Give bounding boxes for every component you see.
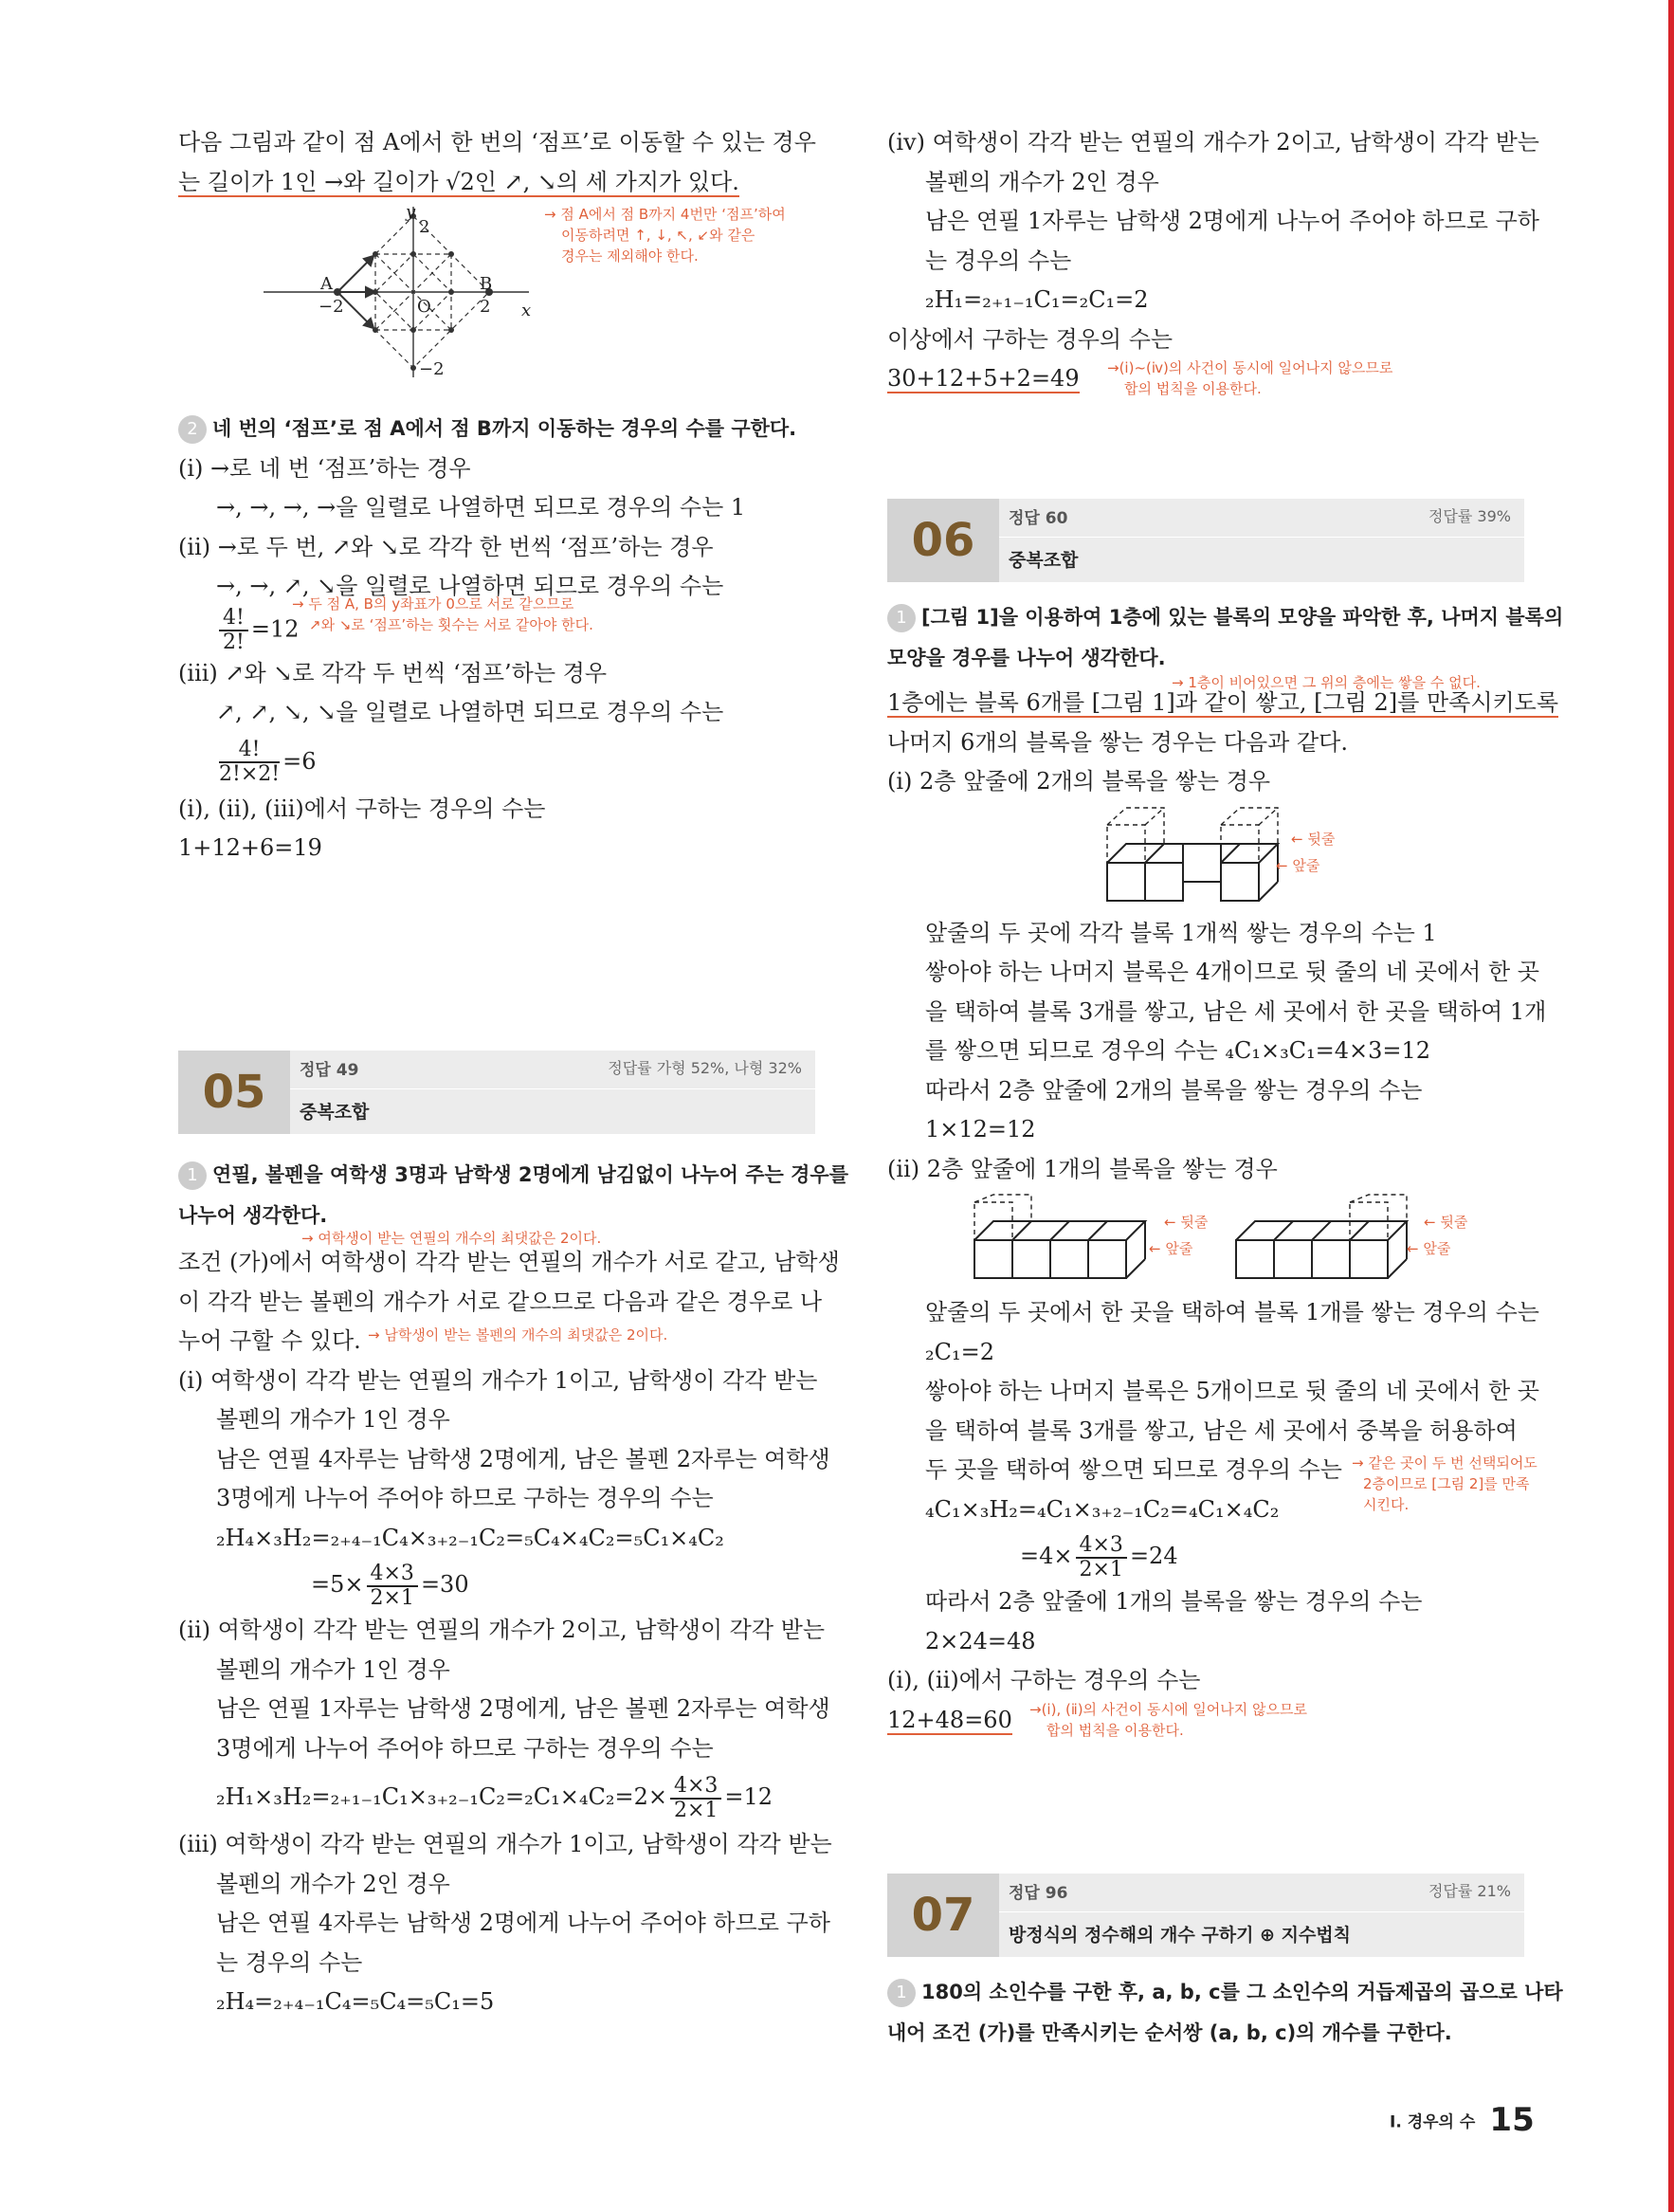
case-1-body: →, →, →, →을 일렬로 나열하면 되므로 경우의 수는 1 (216, 494, 746, 521)
label-back-row-a: ← 뒷줄 (1164, 1214, 1209, 1231)
s05-c3-title-1: (ⅲ) 여학생이 각각 받는 연필의 개수가 1이고, 남학생이 각각 받는 (178, 1831, 832, 1857)
x-axis-label: x (521, 301, 532, 320)
jump-figure (178, 202, 815, 382)
case-2-title: (ⅱ) →로 두 번, ↗와 ↘로 각각 한 번씩 ‘점프’하는 경우 (178, 533, 714, 560)
s06-c2-body-7: 2×24=48 (925, 1627, 1036, 1654)
s05-c3-formula: ₂H₄=₂₊₄₋₁C₄=₅C₄=₅C₁=5 (216, 1988, 495, 2015)
x-tick-neg2: −2 (318, 297, 344, 317)
accuracy-rate: 정답률 가형 52%, 나형 32% (608, 1059, 802, 1077)
s05-c3-body-2: 는 경우의 수는 (216, 1948, 363, 1976)
s06-c1-body-3: 을 택하여 블록 3개를 쌓고, 남은 세 곳에서 한 곳을 택하여 1개 (925, 997, 1547, 1025)
label-front-row-a: ← 앞줄 (1149, 1240, 1193, 1257)
case-2-result: $\frac{4!}{2!}$ =12 (178, 607, 300, 654)
s05-c2-body-2: 3명에게 나누어 주어야 하므로 구하는 경우의 수는 (216, 1734, 714, 1762)
s05-c1-body-1: 남은 연필 4자루는 남학생 2명에게, 남은 볼펜 2자루는 여학생 (216, 1445, 830, 1472)
s06-note-b: → 같은 곳이 두 번 선택되어도 2층이므로 [그림 2]를 만족 시킨다. (1352, 1454, 1538, 1513)
point-b-label: B (480, 274, 493, 294)
s05-c1-title-1: (ⅰ) 여학생이 각각 받는 연필의 개수가 1이고, 남학생이 각각 받는 (178, 1366, 818, 1394)
s05-step-line-2: 나누어 생각한다. (178, 1203, 328, 1227)
note-case-2: → 두 점 A, B의 y좌표가 0으로 서로 같으므로 ↗와 ↘로 ‘점프’하는 횟수는 서로 같아야 한다. (292, 594, 593, 633)
s06-step-line-2: 모양을 경우를 나누어 생각한다. (887, 646, 1166, 669)
right-column-top (887, 123, 1539, 399)
note-sum-06: →(ⅰ), (ⅱ)의 사건이 동시에 일어나지 않으므로 합의 법칙을 이용한다. (1029, 1700, 1307, 1739)
s07-step-line-2: 내어 조건 (가)를 만족시키는 순서쌍 (a, b, c)의 개수를 구한다. (887, 2020, 1452, 2044)
c4-body-2: 는 경우의 수는 (925, 247, 1072, 274)
step-2-heading: 2 네 번의 ‘점프’로 점 A에서 점 B까지 이동하는 경우의 수를 구한다. (178, 409, 815, 449)
section-number: 07 (887, 1874, 999, 1957)
case-3-body: ↗, ↗, ↘, ↘을 일렬로 나열하면 되므로 경우의 수는 (216, 699, 724, 725)
point-a-label: A (320, 274, 333, 294)
block-figure-1 (887, 802, 1524, 914)
s05-note-a: → 여학생이 받는 연필의 개수의 최댓값은 2이다. (301, 1230, 602, 1247)
s06-sum-body: 12+48=60 (887, 1706, 1012, 1733)
s06-c1-title: (ⅰ) 2층 앞줄에 2개의 블록을 쌓는 경우 (887, 768, 1271, 795)
answer: 정답 96 (1009, 1884, 1068, 1903)
s05-c3-title-2: 볼펜의 개수가 2인 경우 (216, 1870, 450, 1897)
case-3-result: $\frac{4!}{2!\times 2!}$ =6 (219, 738, 317, 786)
right-sum-title: 이상에서 구하는 경우의 수는 (887, 325, 1174, 353)
s06-c2-body-5: 두 곳을 택하여 쌓으면 되므로 경우의 수는 (925, 1456, 1342, 1483)
page-footer (1390, 2101, 1535, 2139)
chapter-label: Ⅰ. 경우의 수 (1390, 2112, 1476, 2132)
section-07-header (887, 1874, 1524, 1957)
answer: 정답 60 (1009, 509, 1068, 528)
s06-c1-body-2: 쌓아야 하는 나머지 블록은 4개이므로 뒷 줄의 네 곳에서 한 곳 (925, 959, 1539, 985)
c4-body-1: 남은 연필 1자루는 남학생 2명에게 나누어 주어야 하므로 구하 (925, 208, 1539, 234)
s05-step-line-1: 1 연필, 볼펜을 여학생 3명과 남학생 2명에게 남김없이 나누어 주는 경우를 (178, 1155, 815, 1196)
section-05-header (178, 1051, 815, 1134)
label-back-row-b: ← 뒷줄 (1424, 1214, 1468, 1231)
case-1-title: (ⅰ) →로 네 번 ‘점프’하는 경우 (178, 454, 471, 482)
x-tick-2: 2 (480, 297, 491, 317)
s06-para-2: 나머지 6개의 블록을 쌓는 경우는 다음과 같다. (887, 728, 1348, 756)
s06-c2-formula-2: =4× $\frac{4\times 3}{2\times 1}$ =24 (1020, 1532, 1178, 1581)
accuracy-rate: 정답률 39% (1428, 507, 1511, 525)
label-back-row: ← 뒷줄 (1291, 830, 1336, 848)
y-tick-neg2: −2 (419, 359, 445, 379)
s06-c2-formula-1: ₄C₁×₃H₂=₄C₁×₃₊₂₋₁C₂=₄C₁×₄C₂ (925, 1495, 1280, 1523)
s05-note-b: → 남학생이 받는 볼펜의 개수의 최댓값은 2이다. (368, 1326, 668, 1344)
stacked-blocks-drawing-a (973, 1193, 1172, 1288)
topic: 중복조합 (1009, 550, 1079, 571)
s06-c2-body-3: 쌓아야 하는 나머지 블록은 5개이므로 뒷 줄의 네 곳에서 한 곳 (925, 1378, 1539, 1404)
s06-c1-body-6: 1×12=12 (925, 1116, 1036, 1143)
page-number: 15 (1489, 2101, 1535, 2139)
accuracy-rate: 정답률 21% (1428, 1882, 1511, 1900)
section-number: 05 (178, 1051, 290, 1134)
c4-formula: ₂H₁=₂₊₁₋₁C₁=₂C₁=2 (925, 286, 1149, 313)
section-06-header (887, 499, 1524, 582)
label-front-row: ← 앞줄 (1276, 856, 1320, 874)
s05-c2-formula: ₂H₁×₃H₂=₂₊₁₋₁C₁×₃₊₂₋₁C₂=₂C₁×₄C₂=2× $\frac{4\times 3}{2\times 1}$ =12 (216, 1773, 773, 1822)
y-axis-label: y (406, 202, 416, 222)
label-front-row-b: ← 앞줄 (1407, 1240, 1451, 1257)
left-sum-title: (ⅰ), (ⅱ), (ⅲ)에서 구하는 경우의 수는 (178, 795, 546, 822)
left-sum-body: 1+12+6=19 (178, 834, 322, 861)
s05-cond-2: 이 각각 받는 볼펜의 개수가 서로 같으므로 다음과 같은 경우로 나 (178, 1288, 823, 1315)
topic: 방정식의 정수해의 개수 구하기 ⊕ 지수법칙 (1009, 1925, 1352, 1946)
s05-cond-3: 누어 구할 수 있다. (178, 1327, 361, 1354)
s05-c1-body-2: 3명에게 나누어 주어야 하므로 구하는 경우의 수는 (216, 1485, 714, 1511)
s05-c2-title-2: 볼펜의 개수가 1인 경우 (216, 1655, 450, 1683)
lattice-diagram (254, 202, 538, 382)
s06-c2-body-4: 을 택하여 블록 3개를 쌓고, 남은 세 곳에서 중복을 허용하여 (925, 1417, 1518, 1444)
s06-c2-title: (ⅱ) 2층 앞줄에 1개의 블록을 쌓는 경우 (887, 1155, 1278, 1182)
s06-c1-body-1: 앞줄의 두 곳에 각각 블록 1개씩 쌓는 경우의 수는 1 (925, 919, 1437, 946)
intro-line-2: 는 길이가 1인 →와 길이가 √2인 ↗, ↘의 세 가지가 있다. (178, 168, 739, 195)
s05-c3-body-1: 남은 연필 4자루는 남학생 2명에게 나누어 주어야 하므로 구하 (216, 1910, 830, 1936)
y-tick-2: 2 (419, 217, 430, 237)
s05-c1-title-2: 볼펜의 개수가 1인 경우 (216, 1406, 450, 1433)
c4-title-2: 볼펜의 개수가 2인 경우 (925, 168, 1159, 195)
s06-step-line-1: 1 [그림 1]을 이용하여 1층에 있는 블록의 모양을 파악한 후, 나머지 블록의 (887, 597, 1524, 638)
s05-c2-body-1: 남은 연필 1자루는 남학생 2명에게, 남은 볼펜 2자루는 여학생 (216, 1695, 830, 1722)
section-06-body (887, 597, 1564, 1740)
s05-c2-title-1: (ⅱ) 여학생이 각각 받는 연필의 개수가 2이고, 남학생이 각각 받는 (178, 1617, 826, 1643)
section-05-body (178, 1155, 849, 2022)
stacked-blocks-drawing-b (1234, 1193, 1433, 1288)
right-sum-body: 30+12+5+2=49 (887, 365, 1080, 392)
left-column (178, 123, 815, 868)
s06-para-1: 1층에는 블록 6개를 [그림 1]과 같이 쌓고, [그림 2]를 만족시키도록 (887, 689, 1559, 716)
s06-c1-body-5: 따라서 2층 앞줄에 2개의 블록을 쌓는 경우의 수는 (925, 1076, 1423, 1104)
s06-c2-body-6: 따라서 2층 앞줄에 1개의 블록을 쌓는 경우의 수는 (925, 1588, 1423, 1615)
case-2-body: →, →, ↗, ↘을 일렬로 나열하면 되므로 경우의 수는 (216, 573, 724, 599)
s06-sum-title: (ⅰ), (ⅱ)에서 구하는 경우의 수는 (887, 1667, 1201, 1693)
block-figure-2 (887, 1189, 1524, 1293)
case-3-title: (ⅲ) ↗와 ↘로 각각 두 번씩 ‘점프’하는 경우 (178, 659, 608, 686)
s07-step-line-1: 1 180의 소인수를 구한 후, a, b, c를 그 소인수의 거듭제곱의 곱으로 나타 (887, 1972, 1524, 2013)
s05-c1-formula-1: ₂H₄×₃H₂=₂₊₄₋₁C₄×₃₊₂₋₁C₂=₅C₄×₄C₂=₅C₁×₄C₂ (216, 1524, 724, 1551)
section-number: 06 (887, 499, 999, 582)
s06-c2-body-2: ₂C₁=2 (925, 1338, 994, 1365)
section-07-body (887, 1972, 1563, 2053)
topic: 중복조합 (300, 1102, 370, 1123)
s06-c2-body-1: 앞줄의 두 곳에서 한 곳을 택하여 블록 1개를 쌓는 경우의 수는 (925, 1299, 1539, 1325)
s05-c1-formula-2: =5× $\frac{4\times 3}{2\times 1}$ =30 (311, 1561, 469, 1610)
page-edge-bar (1668, 0, 1674, 2212)
s06-note-a: → 1층이 비어있으면 그 위의 층에는 쌓을 수 없다. (1172, 674, 1481, 691)
c4-title-1: (ⅳ) 여학생이 각각 받는 연필의 개수가 2이고, 남학생이 각각 받는 (887, 129, 1539, 155)
s06-c1-body-4: 를 쌓으면 되므로 경우의 수는 ₄C₁×₃C₁=4×3=12 (925, 1037, 1431, 1064)
s05-cond-1: 조건 (가)에서 여학생이 각각 받는 연필의 개수가 서로 같고, 남학생 (178, 1249, 840, 1275)
answer: 정답 49 (300, 1061, 359, 1080)
note-intro: → 점 A에서 점 B까지 4번만 ‘점프’하여 이동하려면 ↑, ↓, ↖, ↙와 같은 경우는 제외해야 한다. (544, 206, 786, 265)
note-sum-05: →(ⅰ)~(ⅳ)의 사건이 동시에 일어나지 않으므로 합의 법칙을 이용한다. (1107, 359, 1393, 397)
origin-label: O (417, 297, 431, 317)
intro-line-1: 다음 그림과 같이 점 A에서 한 번의 ‘점프’로 이동할 수 있는 경우 (178, 129, 816, 155)
